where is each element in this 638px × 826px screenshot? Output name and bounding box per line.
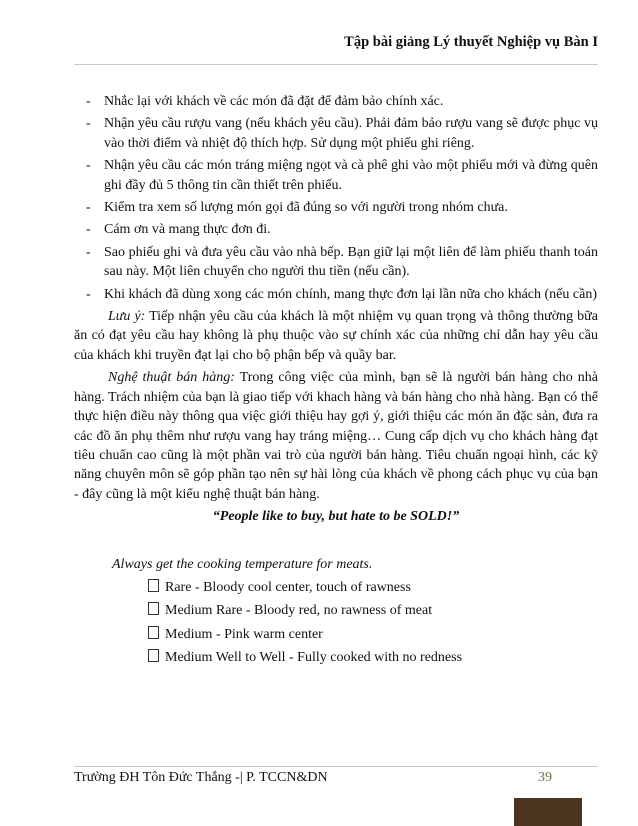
header-divider xyxy=(74,64,598,65)
checkbox-icon xyxy=(148,579,159,592)
list-item: Rare - Bloody cool center, touch of rawness xyxy=(148,578,598,597)
note-paragraph xyxy=(74,307,598,365)
list-item: Medium Rare - Bloody red, no rawness of meat xyxy=(148,601,598,620)
cooking-lead: Always get the cooking temperature for meats. xyxy=(112,556,373,572)
checkbox-icon xyxy=(148,626,159,639)
sales-art-text: Trong công việc của mình, bạn sẽ là người bán hàng cho nhà hàng. Trách nhiệm của bạn là giao tiếp với khach hàng và bán hàng cho nhà hàng. Bạn có thể thực hiện điều này thông qua việc giới thiệu hay gợi ý, giới thiệu các món ăn đặc sản, đưa ra các đồ ăn phụ thêm như rượu vang hay tráng miệng… Cung cấp dịch vụ cho khách hàng đạt tiêu chuẩn cao cũng là một phần vai trò của người bán hàng. Tiêu chuẩn ngoại hình, các kỹ năng chuyên môn sẽ góp phần tạo nên sự hài lòng của khách về phong cách phục vụ của bạn - đây cũng là một kiểu nghệ thuật bán hàng. xyxy=(74,370,598,502)
list-item: Medium - Pink warm center xyxy=(148,625,598,644)
footer-institution: Trường ĐH Tôn Đức Thắng -| P. TCCN&DN xyxy=(74,770,328,785)
page-number: 39 xyxy=(538,770,552,785)
sales-art-lead: Nghệ thuật bán hàng: xyxy=(108,370,235,386)
note-lead: Lưu ý: xyxy=(108,309,146,325)
footer-divider xyxy=(74,766,598,767)
list-item: - Nhắc lại với khách về các món đã đặt để đảm bảo chính xác. xyxy=(86,94,444,109)
list-item: - Nhận yêu cầu rượu vang (nếu khách yêu cầu). Phải đảm bảo rượu vang sẽ được phục vụ vào thời điểm và nhiệt độ thích hợp. Sử dụng một phiếu ghi riêng. xyxy=(86,116,598,151)
header-title: Tập bài giảng Lý thuyết Nghiệp vụ Bàn I xyxy=(344,34,598,50)
list-item: - Nhận yêu cầu các món tráng miệng ngọt và cà phê ghi vào một phiếu mới và đừng quên ghi đầy đủ 5 thông tin cần thiết trên phiếu. xyxy=(86,158,598,193)
page-content xyxy=(74,92,598,672)
checkbox-icon xyxy=(148,649,159,662)
sales-art-paragraph xyxy=(74,368,598,504)
list-item: - Sao phiếu ghi và đưa yêu cầu vào nhà bếp. Bạn giữ lại một liên để làm phiếu thanh toán sau này. Một liên chuyển cho người thu tiền (nếu cần). xyxy=(86,244,598,280)
list-item: - Cám ơn và mang thực đơn đi. xyxy=(86,222,271,238)
note-text: Tiếp nhận yêu cầu của khách là một nhiệm vụ quan trọng và thông thường bữa ăn có đạt yêu cầu hay không là phụ thuộc vào sự chính xác của những chỉ dẫn hay yêu cầu của khách khi truyền đạt lại cho bộ phận bếp và quầy bar. xyxy=(74,309,598,363)
quote: “People like to buy, but hate to be SOLD!” xyxy=(212,509,460,525)
step-list xyxy=(74,92,598,304)
corner-decoration xyxy=(514,798,582,826)
list-item: Medium Well to Well - Fully cooked with no redness xyxy=(148,648,598,667)
cooking-list xyxy=(74,578,598,668)
list-item: - Kiểm tra xem số lượng món gọi đã đúng so với người trong nhóm chưa. xyxy=(86,200,508,216)
checkbox-icon xyxy=(148,602,159,615)
list-item: - Khi khách đã dùng xong các món chính, mang thực đơn lại lần nữa cho khách (nếu cần) xyxy=(86,286,597,302)
